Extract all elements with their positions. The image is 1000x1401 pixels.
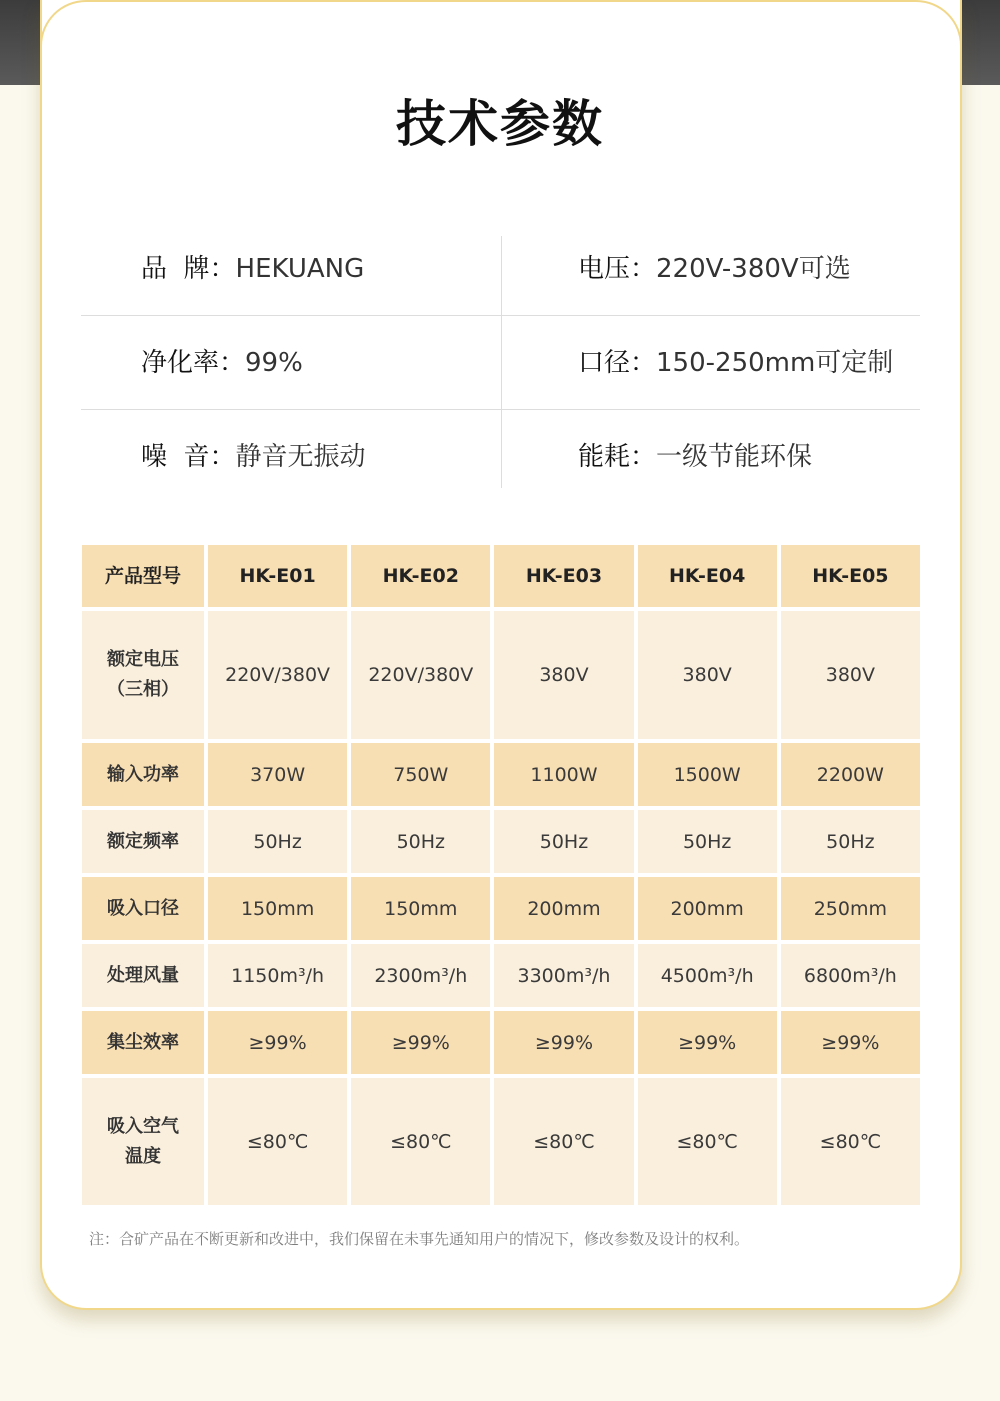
- row-label: 输入功率: [82, 743, 204, 806]
- table-cell: 50Hz: [351, 810, 490, 873]
- spec-purification-label: 净化率：: [141, 348, 246, 378]
- table-cell: ≥99%: [494, 1011, 633, 1074]
- page-title: 技术参数: [396, 95, 604, 153]
- table-cell: ≥99%: [208, 1011, 347, 1074]
- table-cell: 4500m³/h: [638, 944, 777, 1007]
- table-header-cell: HK-E02: [351, 545, 490, 607]
- parameter-table: [78, 541, 924, 1209]
- table-cell: ≤80℃: [494, 1078, 633, 1205]
- table-row: [82, 1011, 920, 1074]
- table-cell: ≥99%: [351, 1011, 490, 1074]
- row-label: 吸入口径: [82, 877, 204, 940]
- table-cell: 200mm: [494, 877, 633, 940]
- table-cell: 50Hz: [638, 810, 777, 873]
- table-cell: 3300m³/h: [494, 944, 633, 1007]
- table-cell: 50Hz: [781, 810, 920, 873]
- table-header-row: [82, 545, 920, 607]
- table-cell: 1150m³/h: [208, 944, 347, 1007]
- table-cell: 200mm: [638, 877, 777, 940]
- table-cell: 380V: [494, 611, 633, 739]
- table-row: [82, 743, 920, 806]
- spec-voltage-value: 220V-380V可选: [656, 254, 851, 284]
- table-cell: ≤80℃: [781, 1078, 920, 1205]
- spec-brand-label: 品 牌：: [141, 254, 236, 284]
- spec-brand-value: HEKUANG: [235, 254, 365, 284]
- table-row: [82, 810, 920, 873]
- spec-divider-horizontal: [81, 409, 920, 410]
- table-cell: ≤80℃: [208, 1078, 347, 1205]
- table-cell: 380V: [781, 611, 920, 739]
- table-cell: 370W: [208, 743, 347, 806]
- spec-purification-value: 99%: [245, 348, 303, 378]
- disclaimer-note: 注：合矿产品在不断更新和改进中，我们保留在未事先通知用户的情况下，修改参数及设计的权利。: [89, 1230, 750, 1248]
- table-cell: 2200W: [781, 743, 920, 806]
- table-cell: 150mm: [208, 877, 347, 940]
- spec-energy-value: 一级节能环保: [656, 442, 813, 472]
- spec-voltage: [578, 249, 851, 289]
- spec-brand: [141, 249, 364, 289]
- table-cell: 750W: [351, 743, 490, 806]
- table-cell: ≤80℃: [638, 1078, 777, 1205]
- row-label-line: 温度: [125, 1145, 161, 1167]
- table-row: [82, 611, 920, 739]
- table-header-cell: HK-E04: [638, 545, 777, 607]
- table-cell: 220V/380V: [351, 611, 490, 739]
- table-cell: ≥99%: [638, 1011, 777, 1074]
- table-cell: 380V: [638, 611, 777, 739]
- table-cell: 220V/380V: [208, 611, 347, 739]
- row-label-line: （三相）: [107, 679, 179, 700]
- spec-summary: [81, 236, 920, 488]
- row-label: 额定频率: [82, 810, 204, 873]
- table-header-cell: HK-E03: [494, 545, 633, 607]
- table-cell: 1500W: [638, 743, 777, 806]
- table-cell: 50Hz: [208, 810, 347, 873]
- table-cell: 150mm: [351, 877, 490, 940]
- spec-diameter-value: 150-250mm可定制: [656, 348, 894, 378]
- spec-energy: [578, 437, 812, 477]
- table-cell: 50Hz: [494, 810, 633, 873]
- table-cell: 250mm: [781, 877, 920, 940]
- table-cell: 6800m³/h: [781, 944, 920, 1007]
- row-label: [82, 611, 204, 739]
- row-label: [82, 1078, 204, 1205]
- table-cell: ≥99%: [781, 1011, 920, 1074]
- table-row: [82, 877, 920, 940]
- spec-diameter-label: 口径：: [578, 348, 657, 378]
- table-header-cell: HK-E05: [781, 545, 920, 607]
- table-header-cell: HK-E01: [208, 545, 347, 607]
- table-cell: ≤80℃: [351, 1078, 490, 1205]
- table-cell: 1100W: [494, 743, 633, 806]
- spec-voltage-label: 电压：: [578, 254, 657, 284]
- table-row: [82, 944, 920, 1007]
- spec-diameter: [578, 343, 893, 383]
- spec-energy-label: 能耗：: [578, 442, 657, 472]
- spec-noise-value: 静音无振动: [235, 442, 366, 472]
- row-label-line: 额定电压: [107, 649, 179, 670]
- row-label: 集尘效率: [82, 1011, 204, 1074]
- spec-purification: [141, 343, 303, 383]
- table-cell: 2300m³/h: [351, 944, 490, 1007]
- table-row: [82, 1078, 920, 1205]
- row-label: 处理风量: [82, 944, 204, 1007]
- spec-noise-label: 噪 音：: [141, 442, 236, 472]
- spec-noise: [141, 437, 366, 477]
- spec-divider-horizontal: [81, 315, 920, 316]
- table-header-cell: 产品型号: [82, 545, 204, 607]
- row-label-line: 吸入空气: [107, 1115, 179, 1137]
- spec-divider-vertical: [501, 236, 502, 488]
